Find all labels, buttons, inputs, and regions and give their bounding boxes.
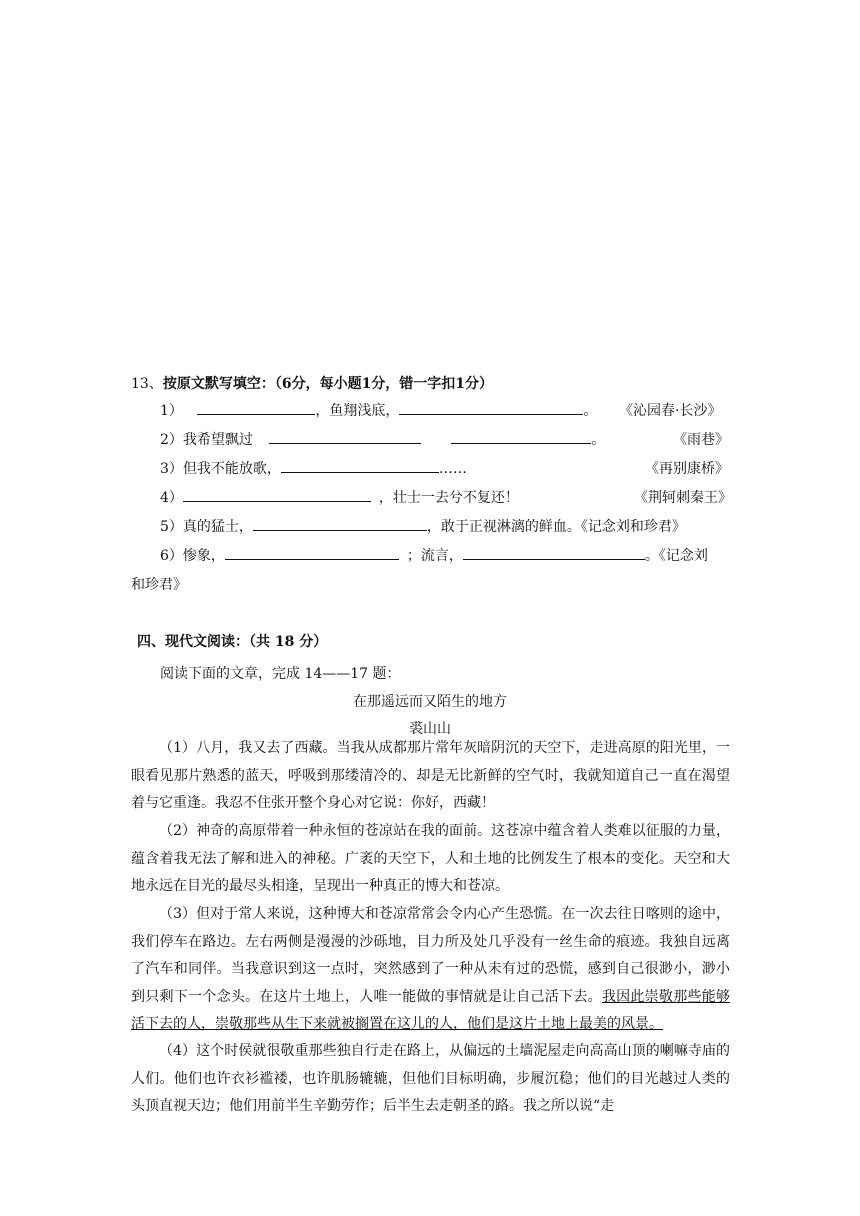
paragraph-text: （1）八月，我又去了西藏。当我从成都那片常年灰暗阴沉的天空下，走进高原的阳光里，一眼看见那片熟悉的蓝天，呼吸到那缕清冷的、却是无比新鲜的空气时，我就知道自己一直在渴望着与它重逢。我忍不住张开整个身心对它说：你好，西藏！ (131, 740, 730, 811)
answer-blank[interactable] (399, 400, 583, 415)
item-end: 。 (591, 432, 606, 448)
answer-blank[interactable] (281, 458, 439, 473)
paragraph-text: （3）但对于常人来说，这种博大和苍凉常常会令内心产生恐慌。在一次去往日喀则的途中，我们停车在路边。左右两侧是漫漫的沙砾地，目力所及处几乎没有一丝生命的痕迹。我独自远离了汽车和同伴。当我意识到这一点时，突然感到了一种从未有过的恐慌，感到自己很渺小，渺小到只剩下一个念头。在这片土地上，人唯一能做的事情就是让自己活下去。 (131, 906, 730, 1005)
answer-blank[interactable] (463, 545, 645, 560)
item-label: 3）但我不能放歌， (160, 461, 281, 477)
item-mid: ，鱼翔浅底， (315, 403, 400, 419)
paragraph-text: （4）这个时侯就很敬重那些独自行走在路上，从偏远的土墙泥屋走向高高山顶的喇嘛寺庙的人们。他们也许衣衫褴褛，也许肌肠辘辘，但他们目标明确，步履沉稳；他们的目光越过人类的头顶直视天边；他们用前半生辛勤劳作；后半生去走朝圣的路。我之所以说“走 (131, 1043, 730, 1114)
question-13-heading (131, 373, 493, 393)
source-label: 《荆轲刺秦王》 (634, 490, 732, 506)
item-end: 。 (583, 403, 598, 419)
item-mid: ；流言， (406, 548, 463, 564)
section-title: 四、现代文阅读：（共 18 分） (137, 634, 328, 650)
reading-intro: 阅读下面的文章，完成 14——17 题： (160, 666, 401, 682)
answer-blank[interactable] (197, 400, 315, 415)
item-label: 4） (160, 490, 183, 506)
paragraph-4 (131, 1038, 730, 1121)
fill-item-6 (160, 545, 730, 567)
source-label: 《雨巷》 (673, 432, 729, 448)
source-label-continued: 和珍君》 (131, 577, 187, 593)
answer-blank[interactable] (269, 429, 421, 444)
item-end: …… (438, 461, 467, 477)
item-label: 2）我希望飘过 (160, 432, 253, 448)
item-label: 1） (160, 403, 183, 419)
answer-blank[interactable] (225, 545, 399, 560)
item-end: 。 (644, 548, 659, 564)
fill-item-2 (160, 429, 730, 451)
item-label: 6）惨象， (160, 548, 225, 564)
answer-blank[interactable] (183, 487, 371, 502)
question-number: 13、 (131, 376, 163, 392)
source-label: 《沁园春·长沙》 (619, 403, 722, 419)
answer-blank[interactable] (253, 516, 427, 531)
source-label: 《再别康桥》 (645, 461, 729, 477)
paragraph-3 (131, 901, 730, 1039)
item-mid: ，敢于正视淋漓的鲜血。 (426, 519, 581, 535)
fill-item-5 (160, 516, 730, 538)
answer-blank[interactable] (451, 429, 591, 444)
item-mid: ，壮士一去兮不复还！ (378, 490, 519, 506)
underlined-sentence: 我因此崇敬那些能够活下去的人，崇敬那些从生下来就被搁置在这儿的人，他们是这片土地上最美的风景。 (131, 988, 731, 1032)
source-label: 《记念刘 (658, 548, 708, 564)
question-heading-text: 按原文默写填空：（6分，每小题1分，错一字扣1分） (162, 376, 494, 392)
paragraph-1 (131, 735, 730, 818)
source-label: 《记念刘和珍君》 (580, 519, 686, 535)
article-title: 在那遥远而又陌生的地方 (353, 694, 507, 710)
article-author: 裘山山 (409, 721, 451, 737)
paragraph-text: （2）神奇的高原带着一种永恒的苍凉站在我的面前。这苍凉中蕴含着人类难以征服的力量，蕴含着我无法了解和进入的神秘。广袤的天空下，人和土地的比例发生了根本的变化。天空和大地永远在目光的最尽头相逢，呈现出一种真正的博大和苍凉。 (131, 823, 730, 894)
paragraph-2 (131, 818, 730, 901)
item-label: 5）真的猛士， (160, 519, 253, 535)
